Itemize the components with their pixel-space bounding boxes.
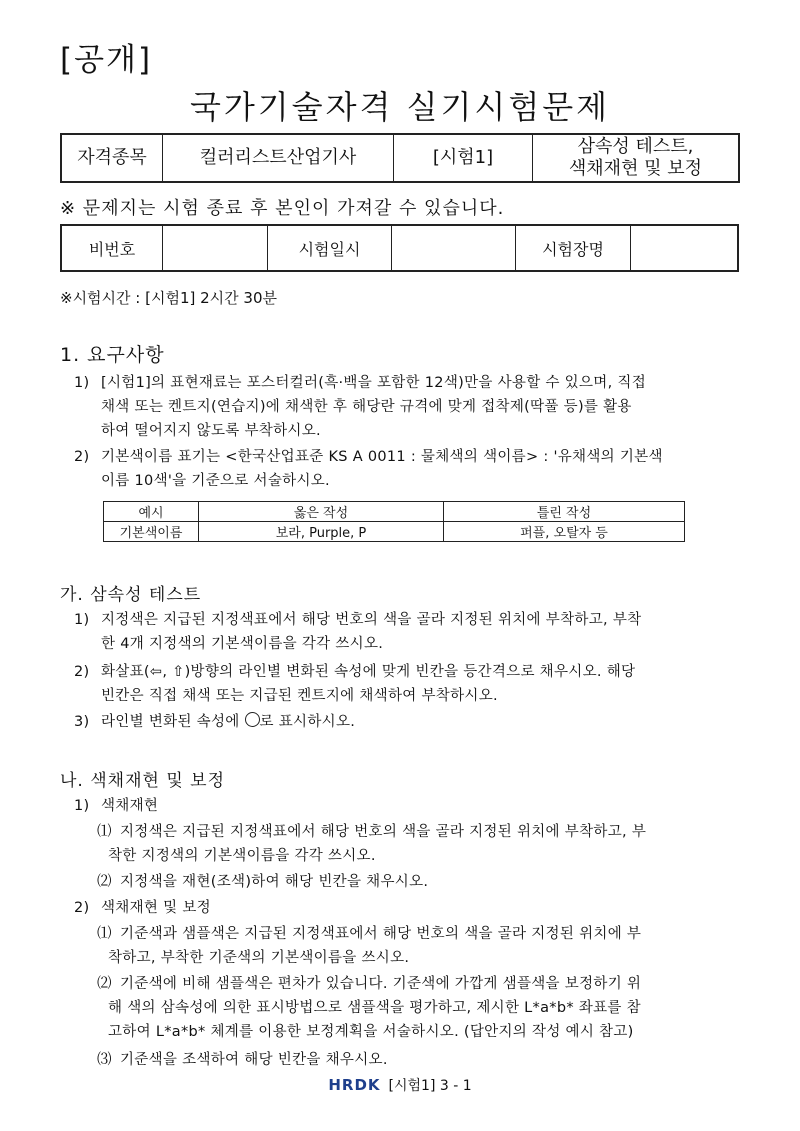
na-sub2-item1-num: ⑴: [97, 926, 112, 942]
exam-venue-label: 시험장명: [516, 225, 631, 271]
section-requirements-heading: 1. 요구사항: [60, 344, 165, 366]
exam-info-table: [60, 133, 740, 183]
qualification-label: 자격종목: [61, 134, 163, 182]
hrdk-logo: HRDK: [328, 1076, 381, 1094]
exam-subject-line1: 삼속성 테스트,: [577, 136, 694, 157]
na-sub2-num: 2): [74, 900, 90, 916]
example-header-correct: 옳은 작성: [199, 502, 444, 522]
circle-mark-icon: [245, 712, 260, 727]
page-number: [시험1] 3 - 1: [388, 1078, 472, 1094]
exam-date-label: 시험일시: [268, 225, 392, 271]
req-item-1-line2: 채색 또는 켄트지(연습지)에 채색한 후 해당란 규격에 맞게 접착제(딱풀 등)를 활용: [101, 399, 632, 415]
na-sub2-item2: [108, 972, 642, 1044]
ga-item-1-line2: 한 4개 지정색의 기본색이름을 각각 쓰시오.: [101, 636, 384, 652]
page-footer: [0, 1075, 800, 1095]
na-sub2-item2-num: ⑵: [97, 976, 112, 992]
req-item-1-num: 1): [74, 375, 90, 391]
ga-item-1-num: 1): [74, 612, 90, 628]
notice-text: ※ 문제지는 시험 종료 후 본인이 가져갈 수 있습니다.: [60, 198, 505, 219]
ga-item-2-num: 2): [74, 664, 90, 680]
example-cell-wrong: 퍼플, 오탈자 등: [444, 522, 685, 542]
exam-subject: [533, 134, 740, 182]
ga-item-1-line1: 지정색은 지급된 지정색표에서 해당 번호의 색을 골라 지정된 위치에 부착하고, 부착: [101, 612, 642, 628]
na-sub1-item1: [108, 820, 647, 868]
na-sub2-item3-num: ⑶: [97, 1052, 112, 1068]
ga-item-2: [101, 660, 635, 708]
na-sub1-item1-line1: 지정색은 지급된 지정색표에서 해당 번호의 색을 골라 지정된 위치에 부착하고, 부: [120, 824, 647, 840]
na-sub2-item3: [120, 1048, 388, 1072]
section-ga-heading: 가. 삼속성 테스트: [60, 585, 202, 605]
na-sub2-item2-line3: 고하여 L*a*b* 체계를 이용한 보정계획을 서술하시오. (답안지의 작성 예시 참고): [108, 1024, 634, 1040]
na-sub2-item1: [108, 922, 642, 970]
na-sub2-item1-line1: 기준색과 샘플색은 지급된 지정색표에서 해당 번호의 색을 골라 지정된 위치에 부: [120, 926, 642, 942]
ga-item-3-post: 로 표시하시오.: [259, 714, 356, 730]
public-label: [공개]: [60, 42, 153, 78]
example-header-example: 예시: [104, 502, 199, 522]
req-item-2-line2: 이름 10색'을 기준으로 서술하시오.: [101, 473, 330, 489]
ga-item-3-pre: 라인별 변화된 속성에: [101, 714, 245, 730]
na-sub1-item1-num: ⑴: [97, 824, 112, 840]
example-header-wrong: 틀린 작성: [444, 502, 685, 522]
page-title: 국가기술자격 실기시험문제: [189, 88, 611, 126]
example-cell-correct: 보라, Purple, P: [199, 522, 444, 542]
req-item-2: [101, 445, 663, 493]
na-sub1-title: 색채재현: [101, 798, 159, 814]
na-sub1-item2: [120, 870, 428, 894]
example-cell-label: 기본색이름: [104, 522, 199, 542]
ga-item-3-num: 3): [74, 714, 90, 730]
na-sub2-title: 색채재현 및 보정: [101, 900, 211, 916]
req-item-1-line1: [시험1]의 표현재료는 포스터컬러(흑·백을 포함한 12색)만을 사용할 수 있으며, 직접: [101, 375, 647, 391]
ga-item-1: [101, 608, 641, 656]
exam-date-field[interactable]: [392, 225, 516, 271]
na-sub2-item3-line1: 기준색을 조색하여 해당 빈칸을 채우시오.: [120, 1052, 388, 1068]
na-sub1-item1-line2: 착한 지정색의 기본색이름을 각각 쓰시오.: [108, 848, 376, 864]
exam-number: [시험1]: [394, 134, 533, 182]
ga-item-3: [101, 710, 355, 734]
exam-subject-line2: 색채재현 및 보정: [568, 158, 703, 179]
na-sub2-item2-line1: 기준색에 비해 샘플색은 편차가 있습니다. 기준색에 가깝게 샘플색을 보정하기 위: [120, 976, 642, 992]
qualification-value: 컬러리스트산업기사: [163, 134, 394, 182]
exam-time: ※시험시간 : [시험1] 2시간 30분: [60, 289, 277, 307]
example-table: [103, 501, 685, 542]
ga-item-2-line1: 화살표(⇦, ⇧)방향의 라인별 변화된 속성에 맞게 빈칸을 등간격으로 채우시오. 해당: [101, 664, 636, 680]
na-sub1-num: 1): [74, 798, 90, 814]
candidate-id-table: [60, 224, 739, 272]
req-item-1-line3: 하여 떨어지지 않도록 부착하시오.: [101, 423, 321, 439]
ga-item-2-line2: 빈칸은 직접 채색 또는 지급된 켄트지에 채색하여 부착하시오.: [101, 688, 498, 704]
example-table-row: [104, 522, 685, 542]
exam-venue-field[interactable]: [631, 225, 739, 271]
seat-number-label: 비번호: [61, 225, 163, 271]
na-sub1-item2-line1: 지정색을 재현(조색)하여 해당 빈칸을 채우시오.: [120, 874, 429, 890]
na-sub2-item1-line2: 착하고, 부착한 기준색의 기본색이름을 쓰시오.: [108, 950, 410, 966]
section-na-heading: 나. 색채재현 및 보정: [60, 771, 225, 791]
example-table-header: [104, 502, 685, 522]
na-sub2-item2-line2: 해 색의 삼속성에 의한 표시방법으로 샘플색을 평가하고, 제시한 L*a*b* 좌표를 참: [108, 1000, 641, 1016]
seat-number-field[interactable]: [163, 225, 268, 271]
na-sub1-item2-num: ⑵: [97, 874, 112, 890]
req-item-1: [101, 371, 646, 443]
req-item-2-num: 2): [74, 449, 90, 465]
req-item-2-line1: 기본색이름 표기는 <한국산업표준 KS A 0011 : 물체색의 색이름> : '유채색의 기본색: [101, 449, 663, 465]
